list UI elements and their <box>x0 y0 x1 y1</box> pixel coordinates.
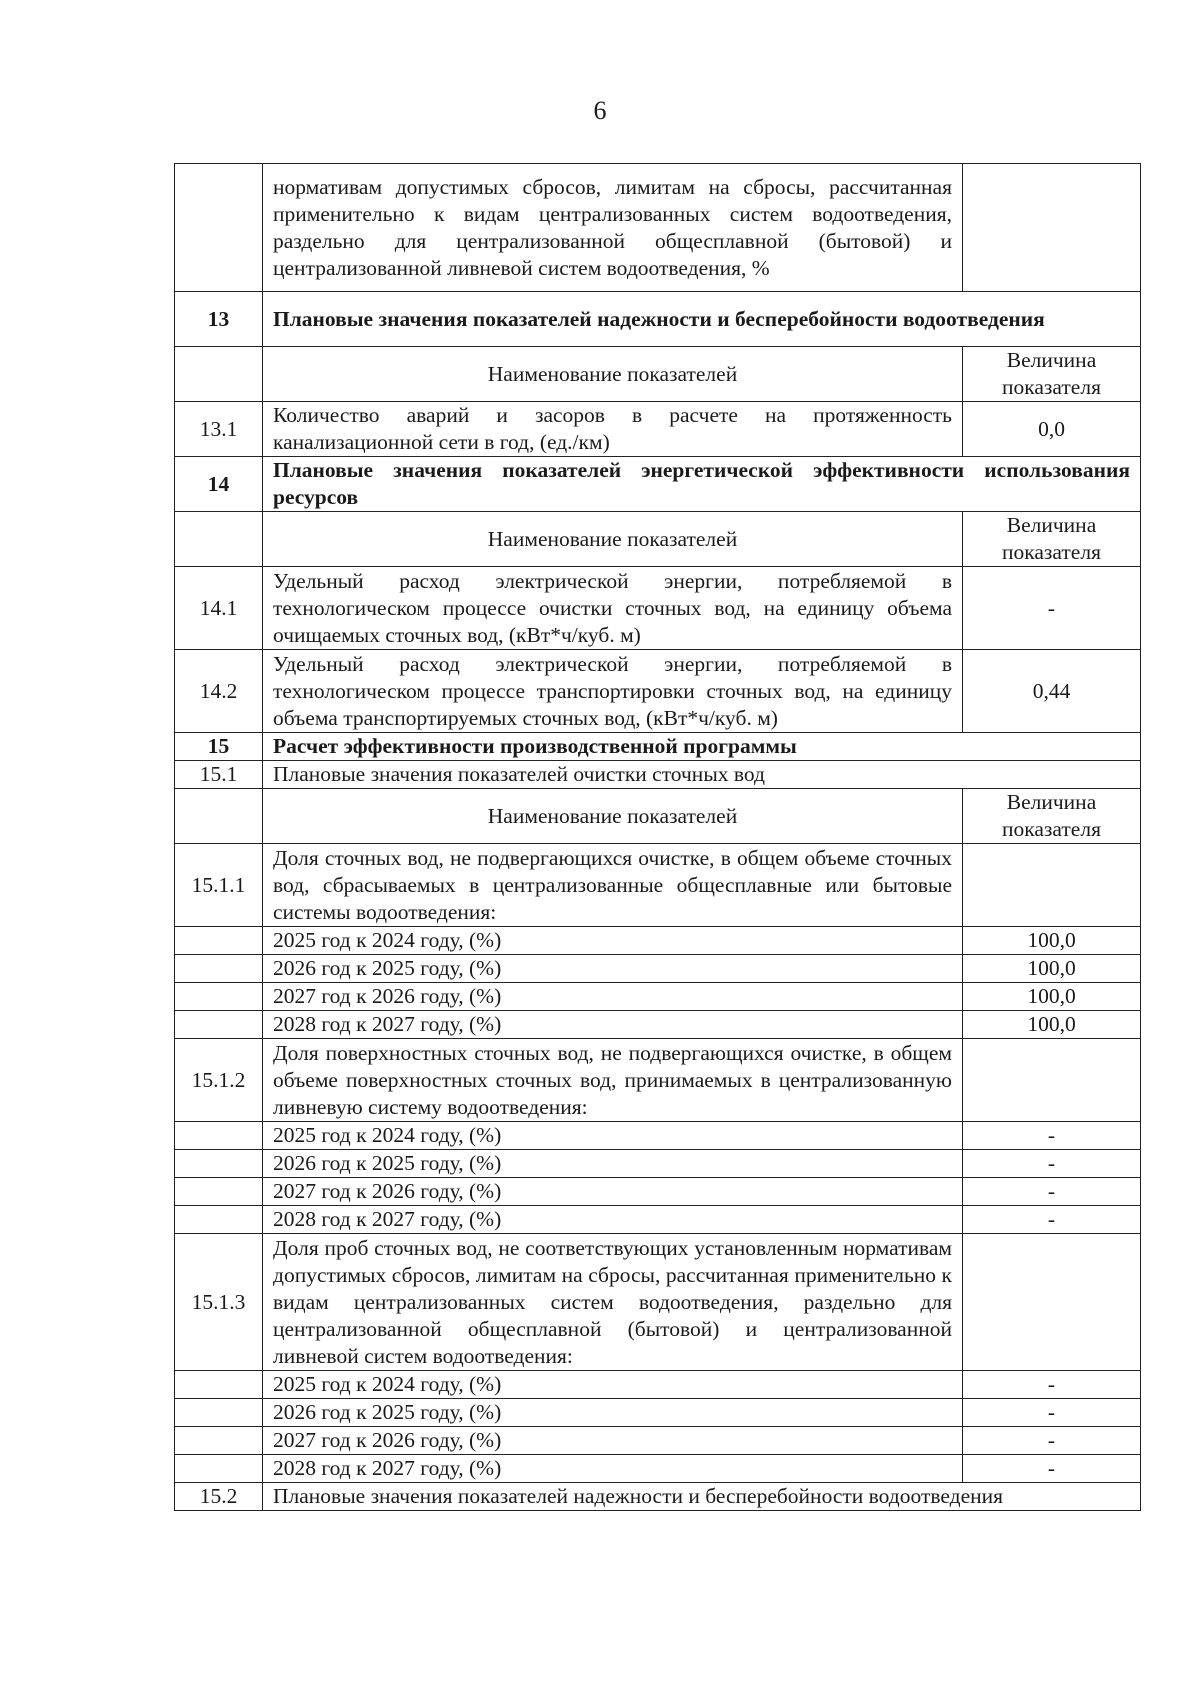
row-number: 15.1 <box>175 761 263 789</box>
year-row <box>175 1371 1141 1399</box>
row-number: 14.2 <box>175 650 263 733</box>
indicator-value: 0,44 <box>963 650 1141 733</box>
year-value: 100,0 <box>963 1011 1141 1039</box>
indicator-value <box>963 1234 1141 1371</box>
year-value: - <box>963 1206 1141 1234</box>
table-row <box>175 567 1141 650</box>
row-number: 13.1 <box>175 402 263 457</box>
year-value: - <box>963 1455 1141 1483</box>
table-row <box>175 844 1141 927</box>
column-header-name: Наименование показателей <box>263 512 963 567</box>
table-row <box>175 1234 1141 1371</box>
year-row <box>175 927 1141 955</box>
row-number: 15.2 <box>175 1483 263 1511</box>
column-header-value: Величина показателя <box>963 347 1141 402</box>
subsection-title: Плановые значения показателей очистки сточных вод <box>263 761 1141 789</box>
row-number: 15.1.3 <box>175 1234 263 1371</box>
subsection-row <box>175 1483 1141 1511</box>
indicators-table <box>174 163 1141 1511</box>
column-header-name: Наименование показателей <box>263 789 963 844</box>
row-number: 15.1.2 <box>175 1039 263 1122</box>
year-label: 2028 год к 2027 году, (%) <box>263 1206 963 1234</box>
year-row <box>175 1178 1141 1206</box>
year-row <box>175 1455 1141 1483</box>
section-row <box>175 292 1141 347</box>
column-header-value: Величина показателя <box>963 512 1141 567</box>
indicator-name: Доля проб сточных вод, не соответствующих установленным нормативам допустимых сбросов, лимитам на сбросы, рассчитанная применительно к видам централизованных систем водоотведения, раздельно для централизованной общесплавной (бытовой) и централизованной ливневой систем водоотведения: <box>263 1234 963 1371</box>
year-value: 100,0 <box>963 955 1141 983</box>
section-title: Расчет эффективности производственной программы <box>263 733 1141 761</box>
year-row <box>175 983 1141 1011</box>
year-row <box>175 1206 1141 1234</box>
subsection-title: Плановые значения показателей надежности и бесперебойности водоотведения <box>263 1483 1141 1511</box>
column-header-name: Наименование показателей <box>263 347 963 402</box>
indicator-value: 0,0 <box>963 402 1141 457</box>
section-row <box>175 457 1141 512</box>
row-number <box>175 164 263 292</box>
table-row <box>175 1039 1141 1122</box>
year-label: 2026 год к 2025 году, (%) <box>263 955 963 983</box>
indicator-value <box>963 844 1141 927</box>
year-label: 2026 год к 2025 году, (%) <box>263 1150 963 1178</box>
header-row <box>175 347 1141 402</box>
indicator-value <box>963 1039 1141 1122</box>
year-label: 2027 год к 2026 году, (%) <box>263 1427 963 1455</box>
year-row <box>175 1427 1141 1455</box>
section-row <box>175 733 1141 761</box>
header-row <box>175 789 1141 844</box>
year-value: - <box>963 1371 1141 1399</box>
year-label: 2027 год к 2026 году, (%) <box>263 1178 963 1206</box>
indicator-name: Количество аварий и засоров в расчете на протяженность канализационной сети в год, (ед./км) <box>263 402 963 457</box>
year-value: 100,0 <box>963 927 1141 955</box>
year-row <box>175 955 1141 983</box>
indicator-name: Удельный расход электрической энергии, потребляемой в технологическом процессе очистки сточных вод, на единицу объема очищаемых сточных вод, (кВт*ч/куб. м) <box>263 567 963 650</box>
year-label: 2025 год к 2024 году, (%) <box>263 927 963 955</box>
row-number: 15.1.1 <box>175 844 263 927</box>
section-number: 15 <box>175 733 263 761</box>
year-value: - <box>963 1122 1141 1150</box>
column-header-value: Величина показателя <box>963 789 1141 844</box>
year-value: - <box>963 1178 1141 1206</box>
header-row <box>175 512 1141 567</box>
year-value: 100,0 <box>963 983 1141 1011</box>
indicator-name: нормативам допустимых сбросов, лимитам на сбросы, рассчитанная применительно к видам централизованных систем водоотведения, раздельно для централизованной общесплавной (бытовой) и централизованной ливневой систем водоотведения, % <box>263 164 963 292</box>
year-value: - <box>963 1427 1141 1455</box>
indicator-value <box>963 164 1141 292</box>
year-row <box>175 1150 1141 1178</box>
year-label: 2028 год к 2027 году, (%) <box>263 1011 963 1039</box>
subsection-row <box>175 761 1141 789</box>
indicator-value: - <box>963 567 1141 650</box>
section-title: Плановые значения показателей надежности и бесперебойности водоотведения <box>263 292 1141 347</box>
table-row <box>175 650 1141 733</box>
year-label: 2025 год к 2024 году, (%) <box>263 1122 963 1150</box>
year-label: 2028 год к 2027 году, (%) <box>263 1455 963 1483</box>
table-row <box>175 402 1141 457</box>
year-row <box>175 1122 1141 1150</box>
section-number: 13 <box>175 292 263 347</box>
year-row <box>175 1399 1141 1427</box>
section-number: 14 <box>175 457 263 512</box>
section-title: Плановые значения показателей энергетической эффективности использования ресурсов <box>263 457 1141 512</box>
row-number: 14.1 <box>175 567 263 650</box>
year-value: - <box>963 1399 1141 1427</box>
table-row <box>175 164 1141 292</box>
indicator-name: Удельный расход электрической энергии, потребляемой в технологическом процессе транспортировки сточных вод, на единицу объема транспортируемых сточных вод, (кВт*ч/куб. м) <box>263 650 963 733</box>
page-number: 6 <box>593 96 607 125</box>
year-label: 2026 год к 2025 году, (%) <box>263 1399 963 1427</box>
indicator-name: Доля сточных вод, не подвергающихся очистке, в общем объеме сточных вод, сбрасываемых в централизованные общесплавные или бытовые системы водоотведения: <box>263 844 963 927</box>
indicator-name: Доля поверхностных сточных вод, не подвергающихся очистке, в общем объеме поверхностных сточных вод, принимаемых в централизованную ливневую систему водоотведения: <box>263 1039 963 1122</box>
year-row <box>175 1011 1141 1039</box>
year-value: - <box>963 1150 1141 1178</box>
year-label: 2025 год к 2024 году, (%) <box>263 1371 963 1399</box>
year-label: 2027 год к 2026 году, (%) <box>263 983 963 1011</box>
